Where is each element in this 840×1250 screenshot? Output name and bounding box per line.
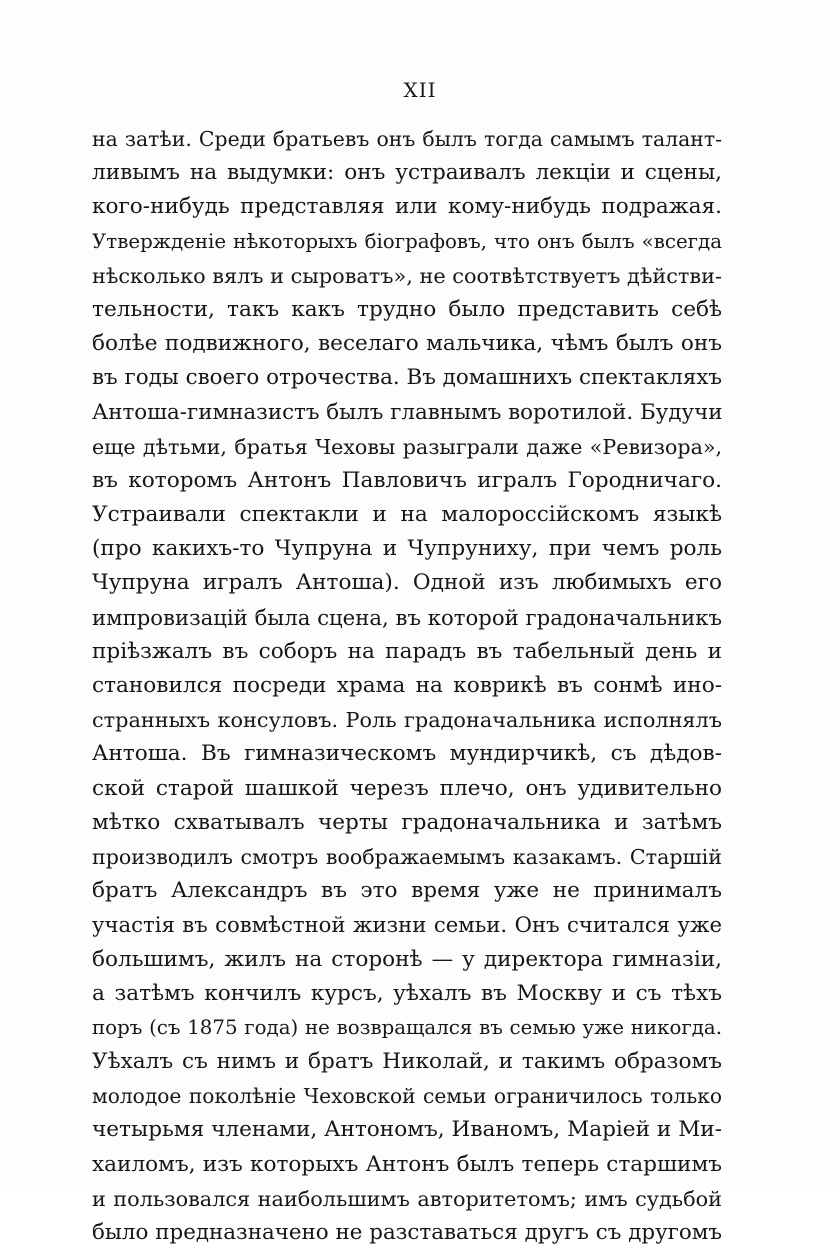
text-line: и пользовался наибольшимъ авторитетомъ; имъ судьбой [92, 1186, 722, 1211]
text-line: кого-нибудь представляя или кому-нибудь подражая. [92, 194, 722, 220]
text-line: (про какихъ-то Чупруна и Чупруниху, при чемъ роль [92, 536, 722, 562]
text-line: Устраивали спектакли и на малороссійскомъ языкѣ [92, 502, 722, 528]
text-line: болѣе подвижного, веселаго мальчика, чѣмъ былъ онъ [92, 331, 722, 357]
text-line: въ которомъ Антонъ Павловичъ игралъ Городничаго. [92, 467, 722, 493]
text-line: а затѣмъ кончилъ курсъ, уѣхалъ въ Москву и съ тѣхъ [92, 980, 722, 1006]
text-line: нѣсколько вялъ и сыроватъ», не соотвѣтствуетъ дѣйстви- [92, 263, 722, 288]
text-line: Антоша-гимназистъ былъ главнымъ воротилой. Будучи [92, 399, 723, 425]
page-number: XII [403, 78, 437, 102]
text-line: въ годы своего отрочества. Въ домашнихъ спектакляхъ [92, 365, 722, 391]
text-line: ливымъ на выдумки: онъ устраивалъ лекціи и сцены, [92, 160, 722, 186]
text-line: Антоша. Въ гимназическомъ мундирчикѣ, съ дѣдов- [92, 741, 722, 767]
text-line: Уѣхалъ съ нимъ и братъ Николай, и такимъ образомъ [92, 1049, 722, 1075]
text-line: участія въ совмѣстной жизни семьи. Онъ считался уже [92, 912, 722, 938]
text-line: поръ (съ 1875 года) не возвращался въ семью уже никогда. [92, 1015, 722, 1039]
text-line: производилъ смотръ воображаемымъ казакамъ. Старшій [92, 844, 722, 869]
text-line: становился посреди храма на коврикѣ въ сонмѣ ино- [92, 673, 722, 698]
text-line: большимъ, жилъ на сторонѣ — у директора гимназіи, [92, 946, 722, 972]
text-line: еще дѣтьми, братья Чеховы разыграли даже «Ревизора», [92, 434, 722, 459]
text-line: Утвержденіе нѣкоторыхъ біографовъ, что онъ былъ «всегда [92, 229, 722, 253]
text-line: ской старой шашкой черезъ плечо, онъ удивительно [92, 775, 722, 801]
text-line: пріѣзжалъ въ соборъ на парадъ въ табельный день и [92, 638, 722, 664]
text-line: молодое поколѣніе Чеховской семьи ограничилось только [92, 1084, 722, 1109]
body-text [92, 122, 722, 1250]
text-line: было предназначено не разставаться другъ съ другомъ [92, 1220, 722, 1245]
text-line: мѣтко схватывалъ черты градоначальника и затѣмъ [92, 809, 722, 835]
text-line: тельности, такъ какъ трудно было представить себѣ [92, 296, 722, 322]
text-line: четырьмя членами, Антономъ, Иваномъ, Маріей и Ми- [92, 1117, 722, 1143]
text-line: странныхъ консуловъ. Роль градоначальника исполнялъ [92, 708, 722, 733]
text-line: импровизацій была сцена, въ которой градоначальникъ [92, 604, 722, 630]
text-line: хаиломъ, изъ которыхъ Антонъ былъ теперь старшимъ [92, 1151, 722, 1177]
text-line: на затѣи. Среди братьевъ онъ былъ тогда самымъ талант- [92, 127, 722, 151]
text-line: Чупруна игралъ Антоша). Одной изъ любимыхъ его [92, 570, 722, 596]
text-line: братъ Александръ въ это время уже не принималъ [92, 878, 722, 904]
